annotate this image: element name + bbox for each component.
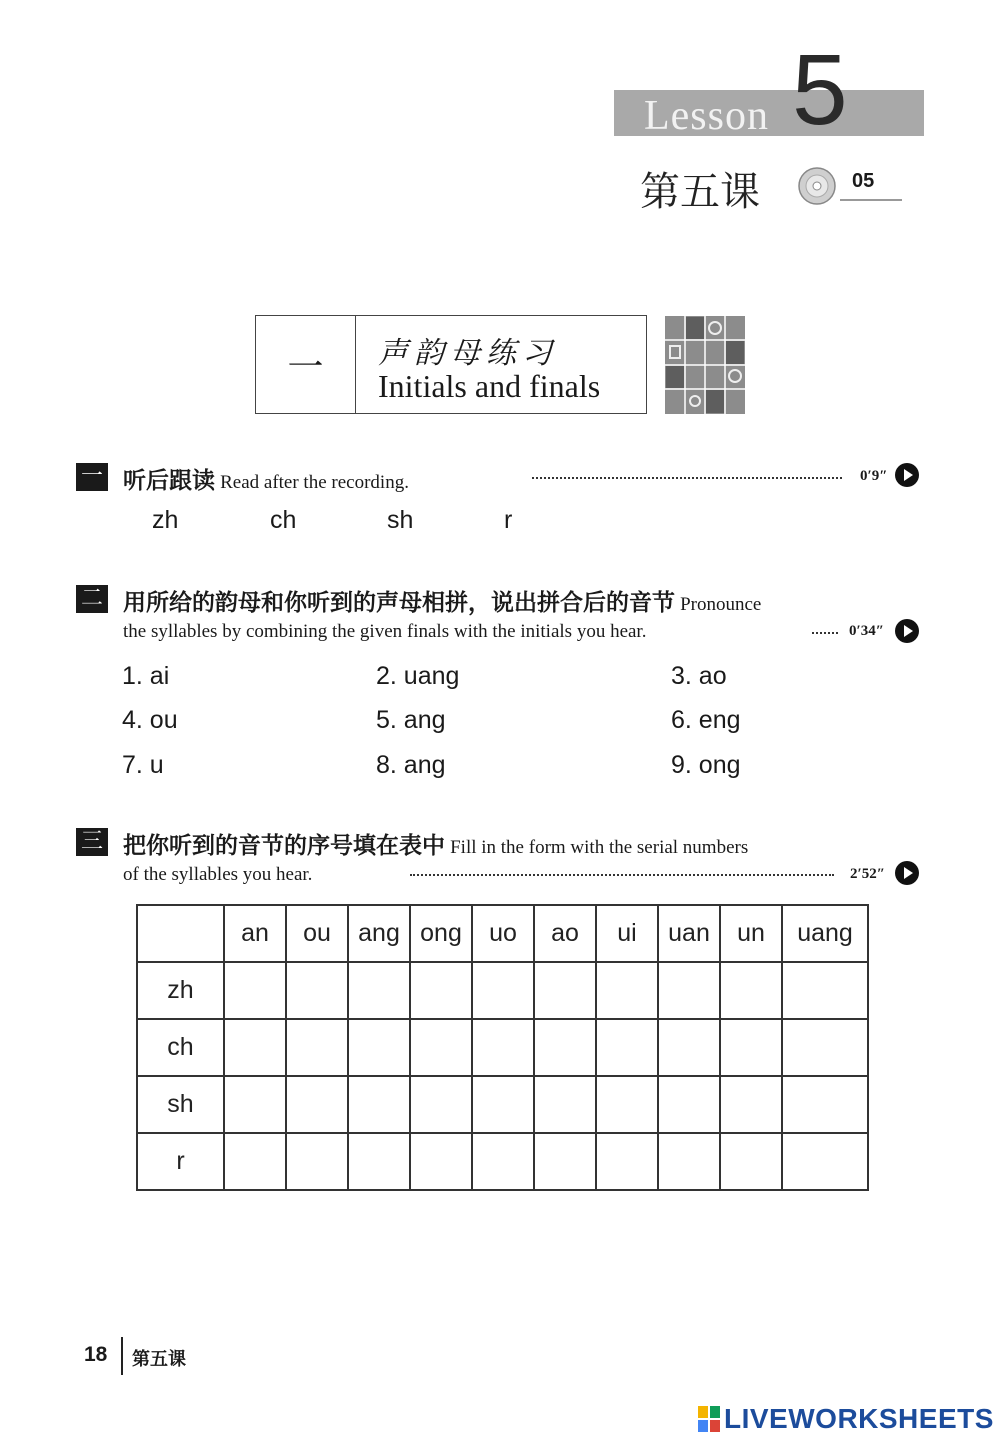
answer-cell[interactable]: [224, 1076, 286, 1133]
exercise-1-time: 0′9″: [860, 468, 888, 484]
answer-cell[interactable]: [720, 1133, 782, 1190]
liveworksheets-logo[interactable]: [698, 1403, 994, 1435]
answer-cell[interactable]: [658, 1076, 720, 1133]
answer-cell[interactable]: [348, 962, 410, 1019]
exercise-2-instruction-en-2: the syllables by combining the given finals with the initials you hear.: [123, 621, 647, 642]
answer-cell[interactable]: [596, 1019, 658, 1076]
leader-dots: [410, 874, 834, 876]
exercise-3-time: 2′52″: [850, 866, 886, 882]
exercise-3-number: 三: [76, 828, 108, 856]
answer-cell[interactable]: [534, 1019, 596, 1076]
section-title-en: Initials and finals: [378, 368, 601, 404]
answer-cell[interactable]: [348, 1133, 410, 1190]
syllable-item: 3. ao: [671, 662, 727, 690]
cd-icon[interactable]: [797, 166, 837, 206]
answer-cell[interactable]: [224, 962, 286, 1019]
initial-header: zh: [137, 962, 224, 1019]
table-row: [137, 1019, 868, 1076]
exercise-1-play-icon[interactable]: [895, 463, 919, 487]
answer-table: [136, 904, 869, 1191]
final-header: uo: [472, 905, 534, 962]
table-row: [137, 1076, 868, 1133]
liveworksheets-brand-text: LIVEWORKSHEETS: [724, 1403, 994, 1434]
answer-cell[interactable]: [720, 962, 782, 1019]
exercise-2-play-icon[interactable]: [895, 619, 919, 643]
answer-cell[interactable]: [472, 1019, 534, 1076]
section-title-cn: 声韵母练习: [378, 336, 558, 371]
answer-cell[interactable]: [472, 1076, 534, 1133]
initial-item: zh: [152, 506, 179, 534]
leader-dots: [812, 632, 838, 634]
exercise-2-instruction-line-1: [123, 584, 761, 617]
initial-header: ch: [137, 1019, 224, 1076]
leader-dots: [532, 477, 842, 479]
table-row: [137, 962, 868, 1019]
answer-cell[interactable]: [410, 1019, 472, 1076]
syllable-item: 6. eng: [671, 706, 741, 734]
lesson-title-cn: 第五课: [640, 169, 760, 215]
syllable-item: 8. ang: [376, 751, 446, 779]
final-header: un: [720, 905, 782, 962]
initial-item: sh: [387, 506, 414, 534]
footer-lesson-cn: 第五课: [132, 1349, 186, 1370]
footer-divider: [121, 1337, 123, 1375]
answer-cell[interactable]: [720, 1019, 782, 1076]
initial-header: sh: [137, 1076, 224, 1133]
answer-cell[interactable]: [224, 1133, 286, 1190]
syllable-item: 4. ou: [122, 706, 178, 734]
answer-cell[interactable]: [782, 1133, 868, 1190]
final-header: uan: [658, 905, 720, 962]
initial-header: r: [137, 1133, 224, 1190]
exercise-1-number: 一: [76, 463, 108, 491]
syllable-item: 2. uang: [376, 662, 460, 690]
exercise-3-instruction-en-1: Fill in the form with the serial numbers: [450, 837, 749, 858]
exercise-3-instruction-en-2: of the syllables you hear.: [123, 864, 313, 885]
answer-cell[interactable]: [348, 1019, 410, 1076]
exercise-3-instruction-line-1: [123, 827, 748, 860]
liveworksheets-logo-icon: [698, 1406, 720, 1432]
section-number: 一: [256, 316, 356, 413]
syllable-item: 9. ong: [671, 751, 741, 779]
answer-cell[interactable]: [286, 1019, 348, 1076]
answer-cell[interactable]: [596, 1076, 658, 1133]
initial-item: r: [504, 506, 513, 534]
syllable-item: 1. ai: [122, 662, 170, 690]
answer-cell[interactable]: [286, 962, 348, 1019]
exercise-2-instruction-cn: 用所给的韵母和你听到的声母相拼，说出拼合后的音节: [123, 589, 675, 616]
exercise-1-instruction-en: Read after the recording.: [220, 472, 409, 493]
answer-cell[interactable]: [782, 1019, 868, 1076]
answer-cell[interactable]: [658, 1019, 720, 1076]
final-header: uang: [782, 905, 868, 962]
answer-cell[interactable]: [286, 1076, 348, 1133]
answer-cell[interactable]: [286, 1133, 348, 1190]
final-header: ui: [596, 905, 658, 962]
final-header: an: [224, 905, 286, 962]
answer-cell[interactable]: [658, 962, 720, 1019]
answer-cell[interactable]: [472, 962, 534, 1019]
final-header: ang: [348, 905, 410, 962]
answer-cell[interactable]: [472, 1133, 534, 1190]
answer-cell[interactable]: [410, 1076, 472, 1133]
exercise-2-number: 二: [76, 585, 108, 613]
final-header: ao: [534, 905, 596, 962]
answer-cell[interactable]: [410, 962, 472, 1019]
lesson-word: Lesson: [644, 93, 769, 139]
section-header: [255, 315, 647, 414]
answer-cell[interactable]: [410, 1133, 472, 1190]
exercise-1-instruction-cn: 听后跟读: [123, 467, 215, 494]
answer-cell[interactable]: [782, 1076, 868, 1133]
answer-cell[interactable]: [658, 1133, 720, 1190]
answer-cell[interactable]: [782, 962, 868, 1019]
answer-cell[interactable]: [534, 1076, 596, 1133]
final-header: ou: [286, 905, 348, 962]
exercise-2-time: 0′34″: [849, 623, 885, 639]
lesson-number: 5: [792, 34, 848, 146]
answer-cell[interactable]: [596, 1133, 658, 1190]
answer-cell[interactable]: [224, 1019, 286, 1076]
exercise-3-play-icon[interactable]: [895, 861, 919, 885]
answer-cell[interactable]: [720, 1076, 782, 1133]
table-corner-cell: [137, 905, 224, 962]
syllable-item: 7. u: [122, 751, 164, 779]
exercise-1-instruction: [123, 462, 409, 495]
mosaic-decoration-icon: [665, 316, 745, 414]
answer-cell[interactable]: [348, 1076, 410, 1133]
answer-cell[interactable]: [534, 1133, 596, 1190]
exercise-3-instruction-cn: 把你听到的音节的序号填在表中: [123, 832, 445, 859]
final-header: ong: [410, 905, 472, 962]
initial-item: ch: [270, 506, 297, 534]
page-number: 18: [84, 1343, 108, 1366]
exercise-2-instruction-en-1: Pronounce: [680, 594, 762, 615]
answer-cell[interactable]: [534, 962, 596, 1019]
table-header-row: [137, 905, 868, 962]
track-number: 05: [852, 170, 875, 192]
answer-cell[interactable]: [596, 962, 658, 1019]
track-underline: [840, 199, 902, 201]
table-row: [137, 1133, 868, 1190]
syllable-item: 5. ang: [376, 706, 446, 734]
